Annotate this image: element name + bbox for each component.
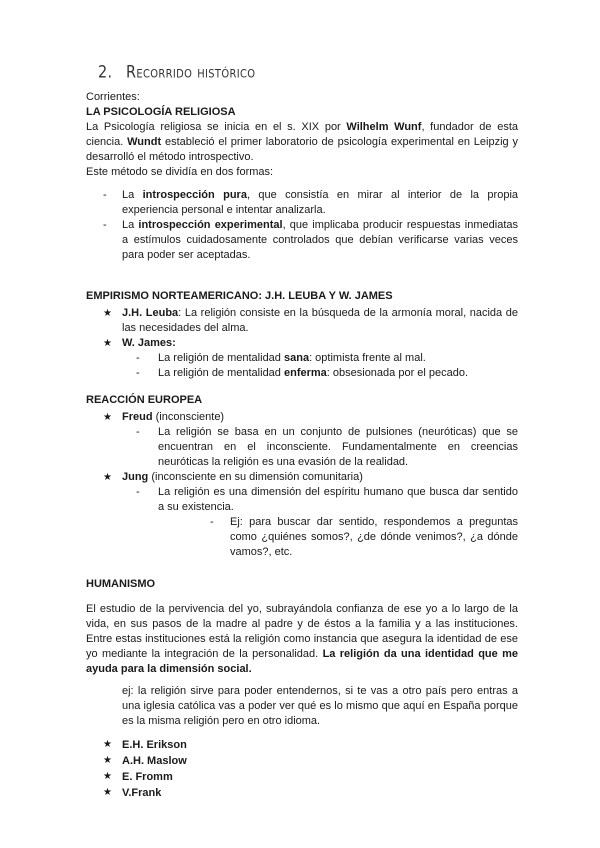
list-item-text: Freud (inconsciente) (122, 411, 225, 423)
list-item-jung (86, 470, 518, 485)
star-bullet-icon: ★ (103, 739, 112, 750)
list-item-text: Jung (inconsciente en su dimensión comunitaria) (122, 471, 363, 483)
list-item-text: La introspección pura, que consistía en mirar al interior de la propia experiencia personal e intentar analizarla. (122, 189, 519, 216)
method-line: Este método se dividía en dos formas: (86, 166, 274, 178)
dash-bullet-icon: - (103, 219, 107, 231)
sub-list-item-text: La religión de mentalidad enferma: obsesionada por el pecado. (158, 367, 469, 379)
heading-reaccion-europea: REACCIÓN EUROPEA (86, 394, 203, 406)
author-name: E.H. Erikson (122, 739, 187, 751)
list-item-text: La introspección experimental, que implicaba producir respuestas inmediatas a estímulos cuidadosamente controlados que debían verificarse varias veces para poder ser aceptadas. (122, 219, 518, 261)
dash-bullet-icon: - (210, 516, 214, 528)
sub-list-item-text: La religión se basa en un conjunto de pulsiones (neuróticas) que se encuentran en el inconsciente. Fundamentalmente en creencias neuróticas la religión es una evasión de la realidad. (158, 426, 518, 468)
dash-bullet-icon: - (136, 426, 140, 438)
list-item (86, 188, 518, 218)
list-item-james (86, 336, 518, 351)
humanismo-paragraph: El estudio de la pervivencia del yo, subrayándola confianza de ese yo a lo largo de la vida, en sus pasos de la madre al padre y de éstos a la familia y a las instituciones. Entre estas instituciones está la religión como instancia que asegura la identidad de ese yo mediante la integración de la personalidad. La religión da una identidad que me ayuda para la dimensión social. (86, 603, 519, 675)
section-title (98, 61, 476, 83)
example-list-item-text: Ej: para buscar dar sentido, respondemos a preguntas como ¿quiénes somos?, ¿de dónde venimos?, ¿a dónde vamos?, etc. (230, 516, 518, 558)
star-bullet-icon: ★ (103, 412, 112, 423)
star-bullet-icon: ★ (103, 787, 112, 798)
dash-bullet-icon: - (103, 189, 107, 201)
list-item-text: W. James: (122, 337, 176, 349)
heading-humanismo: HUMANISMO (86, 578, 156, 590)
star-bullet-icon: ★ (103, 771, 112, 782)
list-item-text: J.H. Leuba: La religión consiste en la búsqueda de la armonía moral, nacida de las necesidades del alma. (122, 307, 518, 334)
heading-psicologia-religiosa: LA PSICOLOGÍA RELIGIOSA (86, 106, 236, 118)
sub-list-item-text: La religión de mentalidad sana: optimista frente al mal. (158, 352, 426, 364)
list-item-freud (86, 410, 518, 425)
authors-list (86, 737, 518, 801)
author-item (86, 737, 518, 753)
author-name: V.Frank (122, 787, 162, 799)
sub-list-item (86, 366, 518, 381)
list-item-leuba (86, 306, 518, 336)
star-bullet-icon: ★ (103, 472, 112, 483)
humanismo-example-paragraph: ej: la religión sirve para poder entendernos, si te vas a otro país pero entras a una iglesia católica vas a poder ver qué es lo mismo que aquí en España porque es la misma religión pero en otro idioma. (122, 685, 518, 727)
sub-list-item-text: La religión es una dimensión del espíritu humano que busca dar sentido a su existencia. (158, 486, 518, 513)
psicologia-paragraph: La Psicología religiosa se inicia en el s. XIX por Wilhelm Wunf, fundador de esta ciencia. Wundt estableció el primer laboratorio de psicología experimental en Leipzig y desarrolló el método introspectivo. (86, 121, 518, 163)
example-list-item (86, 515, 518, 560)
sub-list-item (86, 485, 518, 515)
introspeccion-list (86, 188, 518, 263)
section-title-text: Recorrido histórico (125, 61, 256, 82)
star-bullet-icon: ★ (103, 755, 112, 766)
star-bullet-icon: ★ (103, 308, 112, 319)
dash-bullet-icon: - (136, 352, 140, 364)
sub-list-item (86, 351, 518, 366)
dash-bullet-icon: - (136, 367, 140, 379)
star-bullet-icon: ★ (103, 338, 112, 349)
empirismo-list (86, 306, 518, 381)
author-item (86, 769, 518, 785)
section-title-number: 2. (98, 61, 113, 82)
reaccion-list (86, 410, 518, 560)
heading-empirismo: EMPIRISMO NORTEAMERICANO: J.H. LEUBA Y W. JAMES (86, 290, 393, 302)
author-name: A.H. Maslow (122, 755, 187, 767)
list-item (86, 218, 518, 263)
author-item (86, 753, 518, 769)
corrientes-label: Corrientes: (86, 91, 140, 103)
dash-bullet-icon: - (136, 486, 140, 498)
author-item (86, 785, 518, 801)
author-name: E. Fromm (122, 771, 173, 783)
page-content (86, 62, 518, 801)
sub-list-item (86, 425, 518, 470)
